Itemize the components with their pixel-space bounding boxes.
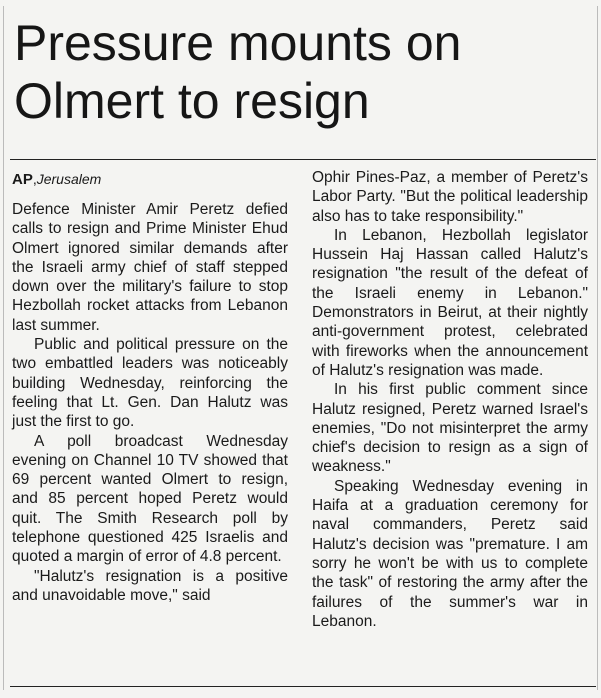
paragraph: A poll broadcast Wednesday evening on Channel 10 TV showed that 69 percent wanted Olmert to resign, and 85 percent hoped Peretz would quit. The Smith Research poll by telephone questioned 425 Israelis and quoted a margin of error of 4.8 percent. (12, 432, 288, 566)
paragraph: In Lebanon, Hezbollah legislator Hussein Haj Hassan called Halutz's resignation "the result of the defeat of the Israeli enemy in Lebanon." Demonstrators in Beirut, at their nightly anti-government protest, celebrated with fireworks when the announcement of Halutz's resignation was made. (312, 226, 588, 379)
left-column (12, 168, 288, 605)
byline-separator: , (32, 171, 37, 187)
paragraph: Defence Minister Amir Peretz defied calls to resign and Prime Minister Ehud Olmert ignored similar demands after the Israeli army chief of staff stepped down over the military's failure to stop Hezbollah rocket attacks from Lebanon last summer. (12, 201, 288, 334)
byline-place: Jerusalem (36, 171, 102, 187)
byline (12, 168, 288, 191)
bottom-rule (10, 686, 596, 687)
paragraph: Speaking Wednesday evening in Haifa at a graduation ceremony for naval commanders, Peretz said Halutz's decision was "premature. I am sorry he won't be with us to complete the task" of restoring the army after the failures of the summer's war in Lebanon. (312, 477, 588, 630)
paragraph: In his first public comment since Halutz resigned, Peretz warned Israel's enemies, "Do not misinterpret the army chief's decision to resign as a sign of weakness." (312, 381, 588, 476)
top-rule (10, 159, 596, 160)
headline: Pressure mounts on Olmert to resign (14, 15, 462, 129)
paragraph: "Halutz's resignation is a positive and unavoidable move," said (12, 567, 288, 604)
byline-agency: AP (12, 171, 33, 188)
paragraph: Public and political pressure on the two embattled leaders was noticeably building Wednesday, reinforcing the feeling that Lt. Gen. Dan Halutz was just the first to go. (12, 336, 288, 431)
right-column (312, 168, 588, 631)
paragraph: Ophir Pines-Paz, a member of Peretz's Labor Party. "But the political leadership also has to take responsibility." (312, 169, 588, 225)
